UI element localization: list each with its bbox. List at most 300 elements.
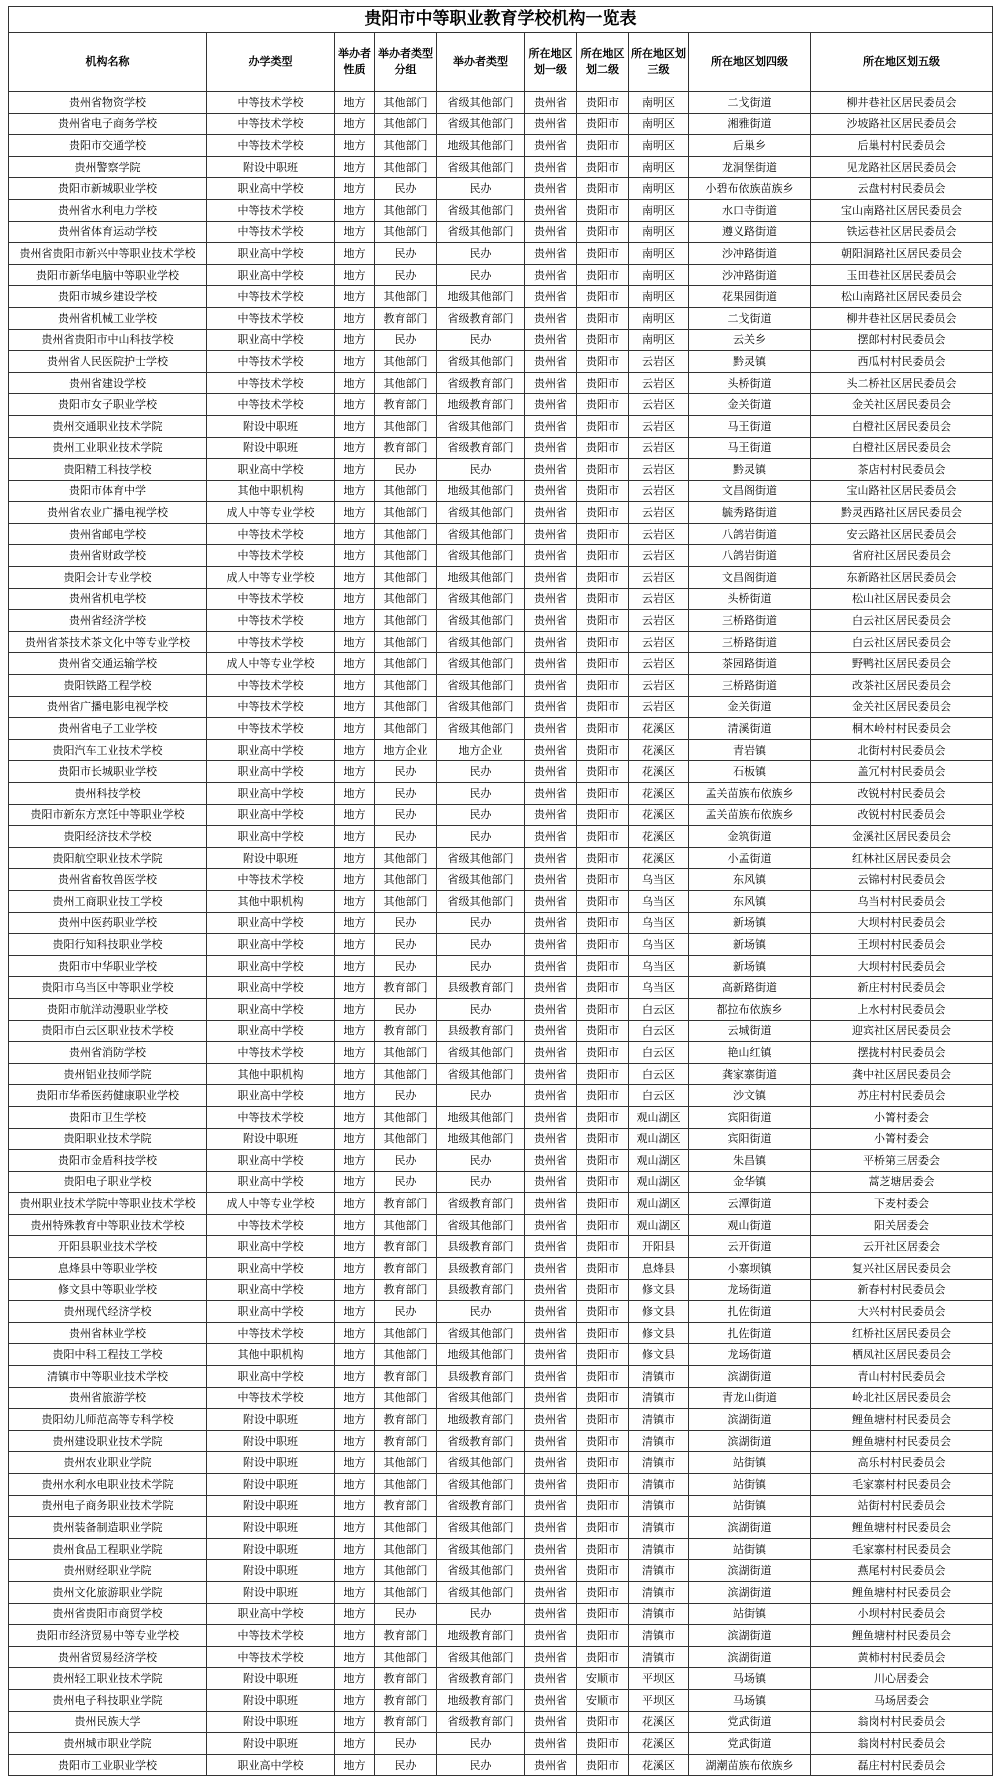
institution-name-cell: 贵州交通职业技术学院 — [9, 415, 207, 437]
table-row — [9, 113, 993, 135]
region-level3-cell: 南明区 — [629, 286, 689, 308]
region-level1-cell: 贵州省 — [525, 92, 577, 114]
table-row — [9, 1236, 993, 1258]
region-level3-cell: 观山湖区 — [629, 1193, 689, 1215]
sponsor-type-cell: 县级教育部门 — [437, 977, 525, 999]
institution-name-cell: 贵阳市金盾科技学校 — [9, 1150, 207, 1172]
school-type-cell: 附设中职班 — [207, 1581, 335, 1603]
sponsor-group-cell: 其他部门 — [375, 92, 437, 114]
region-level5-cell: 蒿芝塘居委会 — [811, 1171, 993, 1193]
school-type-cell: 职业高中学校 — [207, 739, 335, 761]
school-type-cell: 成人中等专业学校 — [207, 567, 335, 589]
sponsor-group-cell: 民办 — [375, 826, 437, 848]
table-row — [9, 804, 993, 826]
sponsor-group-cell: 民办 — [375, 1603, 437, 1625]
school-type-cell: 职业高中学校 — [207, 1603, 335, 1625]
region-level2-cell: 安顺市 — [577, 1689, 629, 1711]
sponsor-nature-cell: 地方 — [335, 890, 375, 912]
institution-name-cell: 贵阳市城乡建设学校 — [9, 286, 207, 308]
sponsor-nature-cell: 地方 — [335, 934, 375, 956]
institution-name-cell: 贵阳市新城职业学校 — [9, 178, 207, 200]
school-type-cell: 职业高中学校 — [207, 998, 335, 1020]
school-type-cell: 职业高中学校 — [207, 783, 335, 805]
region-level2-cell: 贵阳市 — [577, 998, 629, 1020]
sponsor-type-cell: 省级教育部门 — [437, 1495, 525, 1517]
region-level2-cell: 贵阳市 — [577, 1106, 629, 1128]
region-level5-cell: 大兴村村民委员会 — [811, 1301, 993, 1323]
table-row — [9, 631, 993, 653]
region-level4-cell: 都拉布依族乡 — [689, 998, 811, 1020]
region-level2-cell: 贵阳市 — [577, 199, 629, 221]
region-level4-cell: 云潭街道 — [689, 1193, 811, 1215]
sponsor-type-cell: 民办 — [437, 998, 525, 1020]
region-level2-cell: 贵阳市 — [577, 1042, 629, 1064]
region-level3-cell: 白云区 — [629, 1063, 689, 1085]
region-level1-cell: 贵州省 — [525, 135, 577, 157]
region-level1-cell: 贵州省 — [525, 502, 577, 524]
region-level5-cell: 金溪社区居民委员会 — [811, 826, 993, 848]
region-level5-cell: 王坝村村民委员会 — [811, 934, 993, 956]
region-level3-cell: 南明区 — [629, 221, 689, 243]
school-type-cell: 其他中职机构 — [207, 1063, 335, 1085]
institution-name-cell: 修文县中等职业学校 — [9, 1279, 207, 1301]
sponsor-nature-cell: 地方 — [335, 1711, 375, 1733]
sponsor-nature-cell: 地方 — [335, 415, 375, 437]
region-level1-cell: 贵州省 — [525, 826, 577, 848]
region-level1-cell: 贵州省 — [525, 610, 577, 632]
institution-name-cell: 贵阳市白云区职业技术学校 — [9, 1020, 207, 1042]
sponsor-type-cell: 地级教育部门 — [437, 394, 525, 416]
region-level1-cell: 贵州省 — [525, 113, 577, 135]
table-row — [9, 1085, 993, 1107]
school-type-cell: 附设中职班 — [207, 1517, 335, 1539]
table-row — [9, 653, 993, 675]
region-level5-cell: 省府社区居民委员会 — [811, 545, 993, 567]
sponsor-type-cell: 民办 — [437, 178, 525, 200]
region-level5-cell: 磊庄村村民委员会 — [811, 1754, 993, 1776]
sponsor-type-cell: 县级教育部门 — [437, 1020, 525, 1042]
school-type-cell: 中等技术学校 — [207, 523, 335, 545]
sponsor-type-cell: 省级其他部门 — [437, 1063, 525, 1085]
sponsor-nature-cell: 地方 — [335, 1344, 375, 1366]
sponsor-nature-cell: 地方 — [335, 1193, 375, 1215]
region-level1-cell: 贵州省 — [525, 307, 577, 329]
school-type-cell: 中等技术学校 — [207, 696, 335, 718]
column-header: 举办者类型 — [437, 33, 525, 92]
region-level3-cell: 云岩区 — [629, 588, 689, 610]
region-level2-cell: 贵阳市 — [577, 783, 629, 805]
table-row — [9, 502, 993, 524]
sponsor-nature-cell: 地方 — [335, 1474, 375, 1496]
table-row — [9, 1279, 993, 1301]
region-level1-cell: 贵州省 — [525, 783, 577, 805]
region-level2-cell: 贵阳市 — [577, 1214, 629, 1236]
institution-name-cell: 贵州省经济学校 — [9, 610, 207, 632]
region-level2-cell: 贵阳市 — [577, 1193, 629, 1215]
region-level2-cell: 贵阳市 — [577, 264, 629, 286]
region-level2-cell: 贵阳市 — [577, 1258, 629, 1280]
sponsor-group-cell: 其他部门 — [375, 890, 437, 912]
school-type-cell: 中等技术学校 — [207, 1646, 335, 1668]
institution-name-cell: 贵州省电子商务学校 — [9, 113, 207, 135]
region-level4-cell: 龙洞堡街道 — [689, 156, 811, 178]
region-level1-cell: 贵州省 — [525, 264, 577, 286]
region-level4-cell: 湖潮苗族布依族乡 — [689, 1754, 811, 1776]
table-row — [9, 351, 993, 373]
region-level1-cell: 贵州省 — [525, 394, 577, 416]
sponsor-nature-cell: 地方 — [335, 739, 375, 761]
region-level5-cell: 西瓜村村民委员会 — [811, 351, 993, 373]
table-row — [9, 221, 993, 243]
sponsor-group-cell: 教育部门 — [375, 1258, 437, 1280]
institution-name-cell: 贵阳市体育中学 — [9, 480, 207, 502]
region-level1-cell: 贵州省 — [525, 739, 577, 761]
region-level5-cell: 东新路社区居民委员会 — [811, 567, 993, 589]
sponsor-group-cell: 教育部门 — [375, 1495, 437, 1517]
sponsor-nature-cell: 地方 — [335, 675, 375, 697]
region-level4-cell: 滨湖街道 — [689, 1581, 811, 1603]
sponsor-type-cell: 省级其他部门 — [437, 156, 525, 178]
school-type-cell: 职业高中学校 — [207, 804, 335, 826]
institution-table — [8, 6, 993, 1776]
region-level5-cell: 宝山路社区居民委员会 — [811, 480, 993, 502]
region-level1-cell: 贵州省 — [525, 1344, 577, 1366]
sponsor-group-cell: 其他部门 — [375, 199, 437, 221]
region-level4-cell: 朱昌镇 — [689, 1150, 811, 1172]
region-level3-cell: 清镇市 — [629, 1560, 689, 1582]
region-level4-cell: 二戈街道 — [689, 92, 811, 114]
region-level2-cell: 贵阳市 — [577, 1733, 629, 1755]
region-level3-cell: 南明区 — [629, 156, 689, 178]
school-type-cell: 中等技术学校 — [207, 307, 335, 329]
region-level2-cell: 贵阳市 — [577, 243, 629, 265]
sponsor-type-cell: 省级教育部门 — [437, 1711, 525, 1733]
region-level4-cell: 扎佐街道 — [689, 1301, 811, 1323]
table-row — [9, 394, 993, 416]
sponsor-nature-cell: 地方 — [335, 1366, 375, 1388]
region-level1-cell: 贵州省 — [525, 998, 577, 1020]
sponsor-nature-cell: 地方 — [335, 502, 375, 524]
sponsor-group-cell: 教育部门 — [375, 1711, 437, 1733]
sponsor-group-cell: 其他部门 — [375, 415, 437, 437]
table-row — [9, 178, 993, 200]
region-level3-cell: 开阳县 — [629, 1236, 689, 1258]
school-type-cell: 附设中职班 — [207, 1689, 335, 1711]
region-level3-cell: 云岩区 — [629, 351, 689, 373]
institution-name-cell: 贵阳汽车工业技术学校 — [9, 739, 207, 761]
region-level4-cell: 滨湖街道 — [689, 1625, 811, 1647]
region-level3-cell: 清镇市 — [629, 1430, 689, 1452]
school-type-cell: 成人中等专业学校 — [207, 653, 335, 675]
table-row — [9, 92, 993, 114]
sponsor-type-cell: 民办 — [437, 1733, 525, 1755]
region-level5-cell: 毛家寨村村民委员会 — [811, 1474, 993, 1496]
region-level1-cell: 贵州省 — [525, 1603, 577, 1625]
table-row — [9, 1366, 993, 1388]
school-type-cell: 中等技术学校 — [207, 718, 335, 740]
region-level1-cell: 贵州省 — [525, 1085, 577, 1107]
region-level1-cell: 贵州省 — [525, 1214, 577, 1236]
institution-name-cell: 贵州民族大学 — [9, 1711, 207, 1733]
region-level5-cell: 大坝村村民委员会 — [811, 955, 993, 977]
region-level5-cell: 黔灵西路社区居民委员会 — [811, 502, 993, 524]
region-level4-cell: 站街镇 — [689, 1452, 811, 1474]
sponsor-nature-cell: 地方 — [335, 1538, 375, 1560]
region-level1-cell: 贵州省 — [525, 912, 577, 934]
sponsor-group-cell: 其他部门 — [375, 372, 437, 394]
sponsor-group-cell: 民办 — [375, 243, 437, 265]
region-level4-cell: 滨湖街道 — [689, 1560, 811, 1582]
institution-name-cell: 贵阳中科工程技工学校 — [9, 1344, 207, 1366]
region-level4-cell: 龙场街道 — [689, 1279, 811, 1301]
region-level1-cell: 贵州省 — [525, 286, 577, 308]
table-row — [9, 783, 993, 805]
region-level4-cell: 云城街道 — [689, 1020, 811, 1042]
header-row — [9, 33, 993, 92]
institution-name-cell: 贵州省机电学校 — [9, 588, 207, 610]
region-level1-cell: 贵州省 — [525, 977, 577, 999]
sponsor-group-cell: 民办 — [375, 998, 437, 1020]
region-level2-cell: 贵阳市 — [577, 804, 629, 826]
sponsor-type-cell: 地级其他部门 — [437, 567, 525, 589]
sponsor-nature-cell: 地方 — [335, 437, 375, 459]
region-level4-cell: 小寨坝镇 — [689, 1258, 811, 1280]
region-level1-cell: 贵州省 — [525, 847, 577, 869]
table-row — [9, 1150, 993, 1172]
region-level5-cell: 白云社区居民委员会 — [811, 610, 993, 632]
institution-name-cell: 贵州电子科技职业学院 — [9, 1689, 207, 1711]
sponsor-group-cell: 教育部门 — [375, 1236, 437, 1258]
sponsor-type-cell: 省级其他部门 — [437, 847, 525, 869]
sponsor-group-cell: 民办 — [375, 1301, 437, 1323]
institution-name-cell: 贵州省消防学校 — [9, 1042, 207, 1064]
region-level5-cell: 朝阳洞路社区居民委员会 — [811, 243, 993, 265]
region-level4-cell: 东风镇 — [689, 890, 811, 912]
institution-name-cell: 贵阳航空职业技术学院 — [9, 847, 207, 869]
school-type-cell: 职业高中学校 — [207, 912, 335, 934]
region-level2-cell: 贵阳市 — [577, 1560, 629, 1582]
region-level4-cell: 龚家寨街道 — [689, 1063, 811, 1085]
region-level3-cell: 乌当区 — [629, 955, 689, 977]
school-type-cell: 职业高中学校 — [207, 178, 335, 200]
institution-name-cell: 贵州建设职业技术学院 — [9, 1430, 207, 1452]
institution-name-cell: 贵阳市长城职业学校 — [9, 761, 207, 783]
region-level4-cell: 花果园街道 — [689, 286, 811, 308]
institution-name-cell: 贵州省畜牧兽医学校 — [9, 869, 207, 891]
sponsor-type-cell: 省级其他部门 — [437, 1517, 525, 1539]
region-level5-cell: 翁岗村村民委员会 — [811, 1733, 993, 1755]
sponsor-type-cell: 县级教育部门 — [437, 1236, 525, 1258]
sponsor-group-cell: 其他部门 — [375, 523, 437, 545]
region-level5-cell: 白云社区居民委员会 — [811, 631, 993, 653]
sponsor-type-cell: 省级其他部门 — [437, 199, 525, 221]
institution-name-cell: 贵州城市职业学院 — [9, 1733, 207, 1755]
sponsor-nature-cell: 地方 — [335, 1236, 375, 1258]
sponsor-type-cell: 省级其他部门 — [437, 890, 525, 912]
region-level5-cell: 云盘村村民委员会 — [811, 178, 993, 200]
region-level5-cell: 平桥第三居委会 — [811, 1150, 993, 1172]
table-row — [9, 1409, 993, 1431]
region-level4-cell: 站街镇 — [689, 1603, 811, 1625]
region-level4-cell: 滨湖街道 — [689, 1517, 811, 1539]
region-level2-cell: 贵阳市 — [577, 610, 629, 632]
region-level3-cell: 观山湖区 — [629, 1128, 689, 1150]
school-type-cell: 成人中等专业学校 — [207, 502, 335, 524]
institution-name-cell: 贵州省广播电影电视学校 — [9, 696, 207, 718]
institution-name-cell: 贵州工商职业技工学校 — [9, 890, 207, 912]
sponsor-group-cell: 其他部门 — [375, 1581, 437, 1603]
sponsor-group-cell: 民办 — [375, 264, 437, 286]
table-row — [9, 1711, 993, 1733]
institution-name-cell: 贵阳市交通学校 — [9, 135, 207, 157]
school-type-cell: 中等技术学校 — [207, 1387, 335, 1409]
sponsor-nature-cell: 地方 — [335, 783, 375, 805]
region-level2-cell: 贵阳市 — [577, 1711, 629, 1733]
sponsor-nature-cell: 地方 — [335, 1495, 375, 1517]
institution-name-cell: 贵州警察学院 — [9, 156, 207, 178]
region-level5-cell: 毛家寨村村民委员会 — [811, 1538, 993, 1560]
table-row — [9, 1106, 993, 1128]
region-level2-cell: 安顺市 — [577, 1668, 629, 1690]
sponsor-group-cell: 民办 — [375, 761, 437, 783]
institution-name-cell: 贵州省建设学校 — [9, 372, 207, 394]
sponsor-nature-cell: 地方 — [335, 329, 375, 351]
sponsor-nature-cell: 地方 — [335, 804, 375, 826]
region-level5-cell: 金关社区居民委员会 — [811, 696, 993, 718]
region-level4-cell: 观山街道 — [689, 1214, 811, 1236]
region-level3-cell: 南明区 — [629, 329, 689, 351]
region-level1-cell: 贵州省 — [525, 1236, 577, 1258]
region-level4-cell: 金关街道 — [689, 394, 811, 416]
region-level4-cell: 三桥路街道 — [689, 631, 811, 653]
table-row — [9, 1560, 993, 1582]
table-row — [9, 307, 993, 329]
region-level3-cell: 平坝区 — [629, 1689, 689, 1711]
sponsor-group-cell: 其他部门 — [375, 610, 437, 632]
region-level3-cell: 清镇市 — [629, 1646, 689, 1668]
sponsor-group-cell: 其他部门 — [375, 1474, 437, 1496]
region-level4-cell: 八鸽岩街道 — [689, 545, 811, 567]
sponsor-nature-cell: 地方 — [335, 1301, 375, 1323]
school-type-cell: 附设中职班 — [207, 437, 335, 459]
sponsor-nature-cell: 地方 — [335, 264, 375, 286]
sponsor-nature-cell: 地方 — [335, 696, 375, 718]
sponsor-nature-cell: 地方 — [335, 998, 375, 1020]
region-level4-cell: 滨湖街道 — [689, 1409, 811, 1431]
region-level2-cell: 贵阳市 — [577, 113, 629, 135]
region-level5-cell: 小箐村委会 — [811, 1128, 993, 1150]
school-type-cell: 职业高中学校 — [207, 955, 335, 977]
region-level2-cell: 贵阳市 — [577, 1344, 629, 1366]
region-level2-cell: 贵阳市 — [577, 1517, 629, 1539]
sponsor-type-cell: 省级其他部门 — [437, 1387, 525, 1409]
sponsor-nature-cell: 地方 — [335, 523, 375, 545]
region-level5-cell: 茶店村村民委员会 — [811, 459, 993, 481]
region-level2-cell: 贵阳市 — [577, 1236, 629, 1258]
table-row — [9, 156, 993, 178]
institution-name-cell: 贵州职业技术学院中等职业技术学校 — [9, 1193, 207, 1215]
region-level1-cell: 贵州省 — [525, 1128, 577, 1150]
school-type-cell: 职业高中学校 — [207, 243, 335, 265]
region-level2-cell: 贵阳市 — [577, 934, 629, 956]
sponsor-group-cell: 其他部门 — [375, 286, 437, 308]
table-row — [9, 934, 993, 956]
sponsor-type-cell: 民办 — [437, 1603, 525, 1625]
table-row — [9, 480, 993, 502]
sponsor-nature-cell: 地方 — [335, 199, 375, 221]
region-level5-cell: 头二桥社区居民委员会 — [811, 372, 993, 394]
region-level2-cell: 贵阳市 — [577, 847, 629, 869]
region-level1-cell: 贵州省 — [525, 1452, 577, 1474]
column-header: 办学类型 — [207, 33, 335, 92]
region-level5-cell: 后巢村村民委员会 — [811, 135, 993, 157]
school-type-cell: 中等技术学校 — [207, 869, 335, 891]
sponsor-nature-cell: 地方 — [335, 718, 375, 740]
region-level2-cell: 贵阳市 — [577, 912, 629, 934]
table-row — [9, 1344, 993, 1366]
region-level1-cell: 贵州省 — [525, 675, 577, 697]
region-level4-cell: 水口寺街道 — [689, 199, 811, 221]
institution-sheet — [8, 6, 992, 1776]
region-level1-cell: 贵州省 — [525, 1560, 577, 1582]
region-level3-cell: 乌当区 — [629, 934, 689, 956]
region-level5-cell: 松山社区居民委员会 — [811, 588, 993, 610]
region-level3-cell: 白云区 — [629, 1085, 689, 1107]
table-row — [9, 1193, 993, 1215]
sponsor-group-cell: 其他部门 — [375, 1106, 437, 1128]
sponsor-nature-cell: 地方 — [335, 1517, 375, 1539]
region-level3-cell: 白云区 — [629, 1020, 689, 1042]
region-level1-cell: 贵州省 — [525, 372, 577, 394]
sponsor-type-cell: 省级其他部门 — [437, 718, 525, 740]
institution-name-cell: 贵州特殊教育中等职业技术学校 — [9, 1214, 207, 1236]
table-row — [9, 912, 993, 934]
region-level4-cell: 小孟街道 — [689, 847, 811, 869]
sponsor-group-cell: 其他部门 — [375, 156, 437, 178]
sponsor-group-cell: 民办 — [375, 1733, 437, 1755]
school-type-cell: 其他中职机构 — [207, 890, 335, 912]
region-level3-cell: 修文县 — [629, 1322, 689, 1344]
sponsor-group-cell: 民办 — [375, 912, 437, 934]
sponsor-type-cell: 省级其他部门 — [437, 545, 525, 567]
region-level4-cell: 云关乡 — [689, 329, 811, 351]
column-header: 所在地区划五级 — [811, 33, 993, 92]
sponsor-nature-cell: 地方 — [335, 955, 375, 977]
sponsor-nature-cell: 地方 — [335, 869, 375, 891]
sponsor-nature-cell: 地方 — [335, 1625, 375, 1647]
region-level1-cell: 贵州省 — [525, 1538, 577, 1560]
school-type-cell: 职业高中学校 — [207, 1279, 335, 1301]
sponsor-type-cell: 省级其他部门 — [437, 113, 525, 135]
region-level2-cell: 贵阳市 — [577, 588, 629, 610]
region-level3-cell: 清镇市 — [629, 1452, 689, 1474]
sponsor-nature-cell: 地方 — [335, 156, 375, 178]
sponsor-type-cell: 省级其他部门 — [437, 415, 525, 437]
institution-name-cell: 贵阳市乌当区中等职业学校 — [9, 977, 207, 999]
sponsor-type-cell: 民办 — [437, 243, 525, 265]
region-level4-cell: 新场镇 — [689, 934, 811, 956]
institution-name-cell: 贵阳市工业职业学校 — [9, 1754, 207, 1776]
sponsor-group-cell: 民办 — [375, 1085, 437, 1107]
region-level4-cell: 三桥路街道 — [689, 610, 811, 632]
sponsor-group-cell: 教育部门 — [375, 1279, 437, 1301]
sponsor-nature-cell: 地方 — [335, 847, 375, 869]
region-level5-cell: 改锐村村民委员会 — [811, 804, 993, 826]
sponsor-group-cell: 其他部门 — [375, 113, 437, 135]
sponsor-type-cell: 民办 — [437, 1085, 525, 1107]
sponsor-group-cell: 其他部门 — [375, 1387, 437, 1409]
region-level5-cell: 改茶社区居民委员会 — [811, 675, 993, 697]
